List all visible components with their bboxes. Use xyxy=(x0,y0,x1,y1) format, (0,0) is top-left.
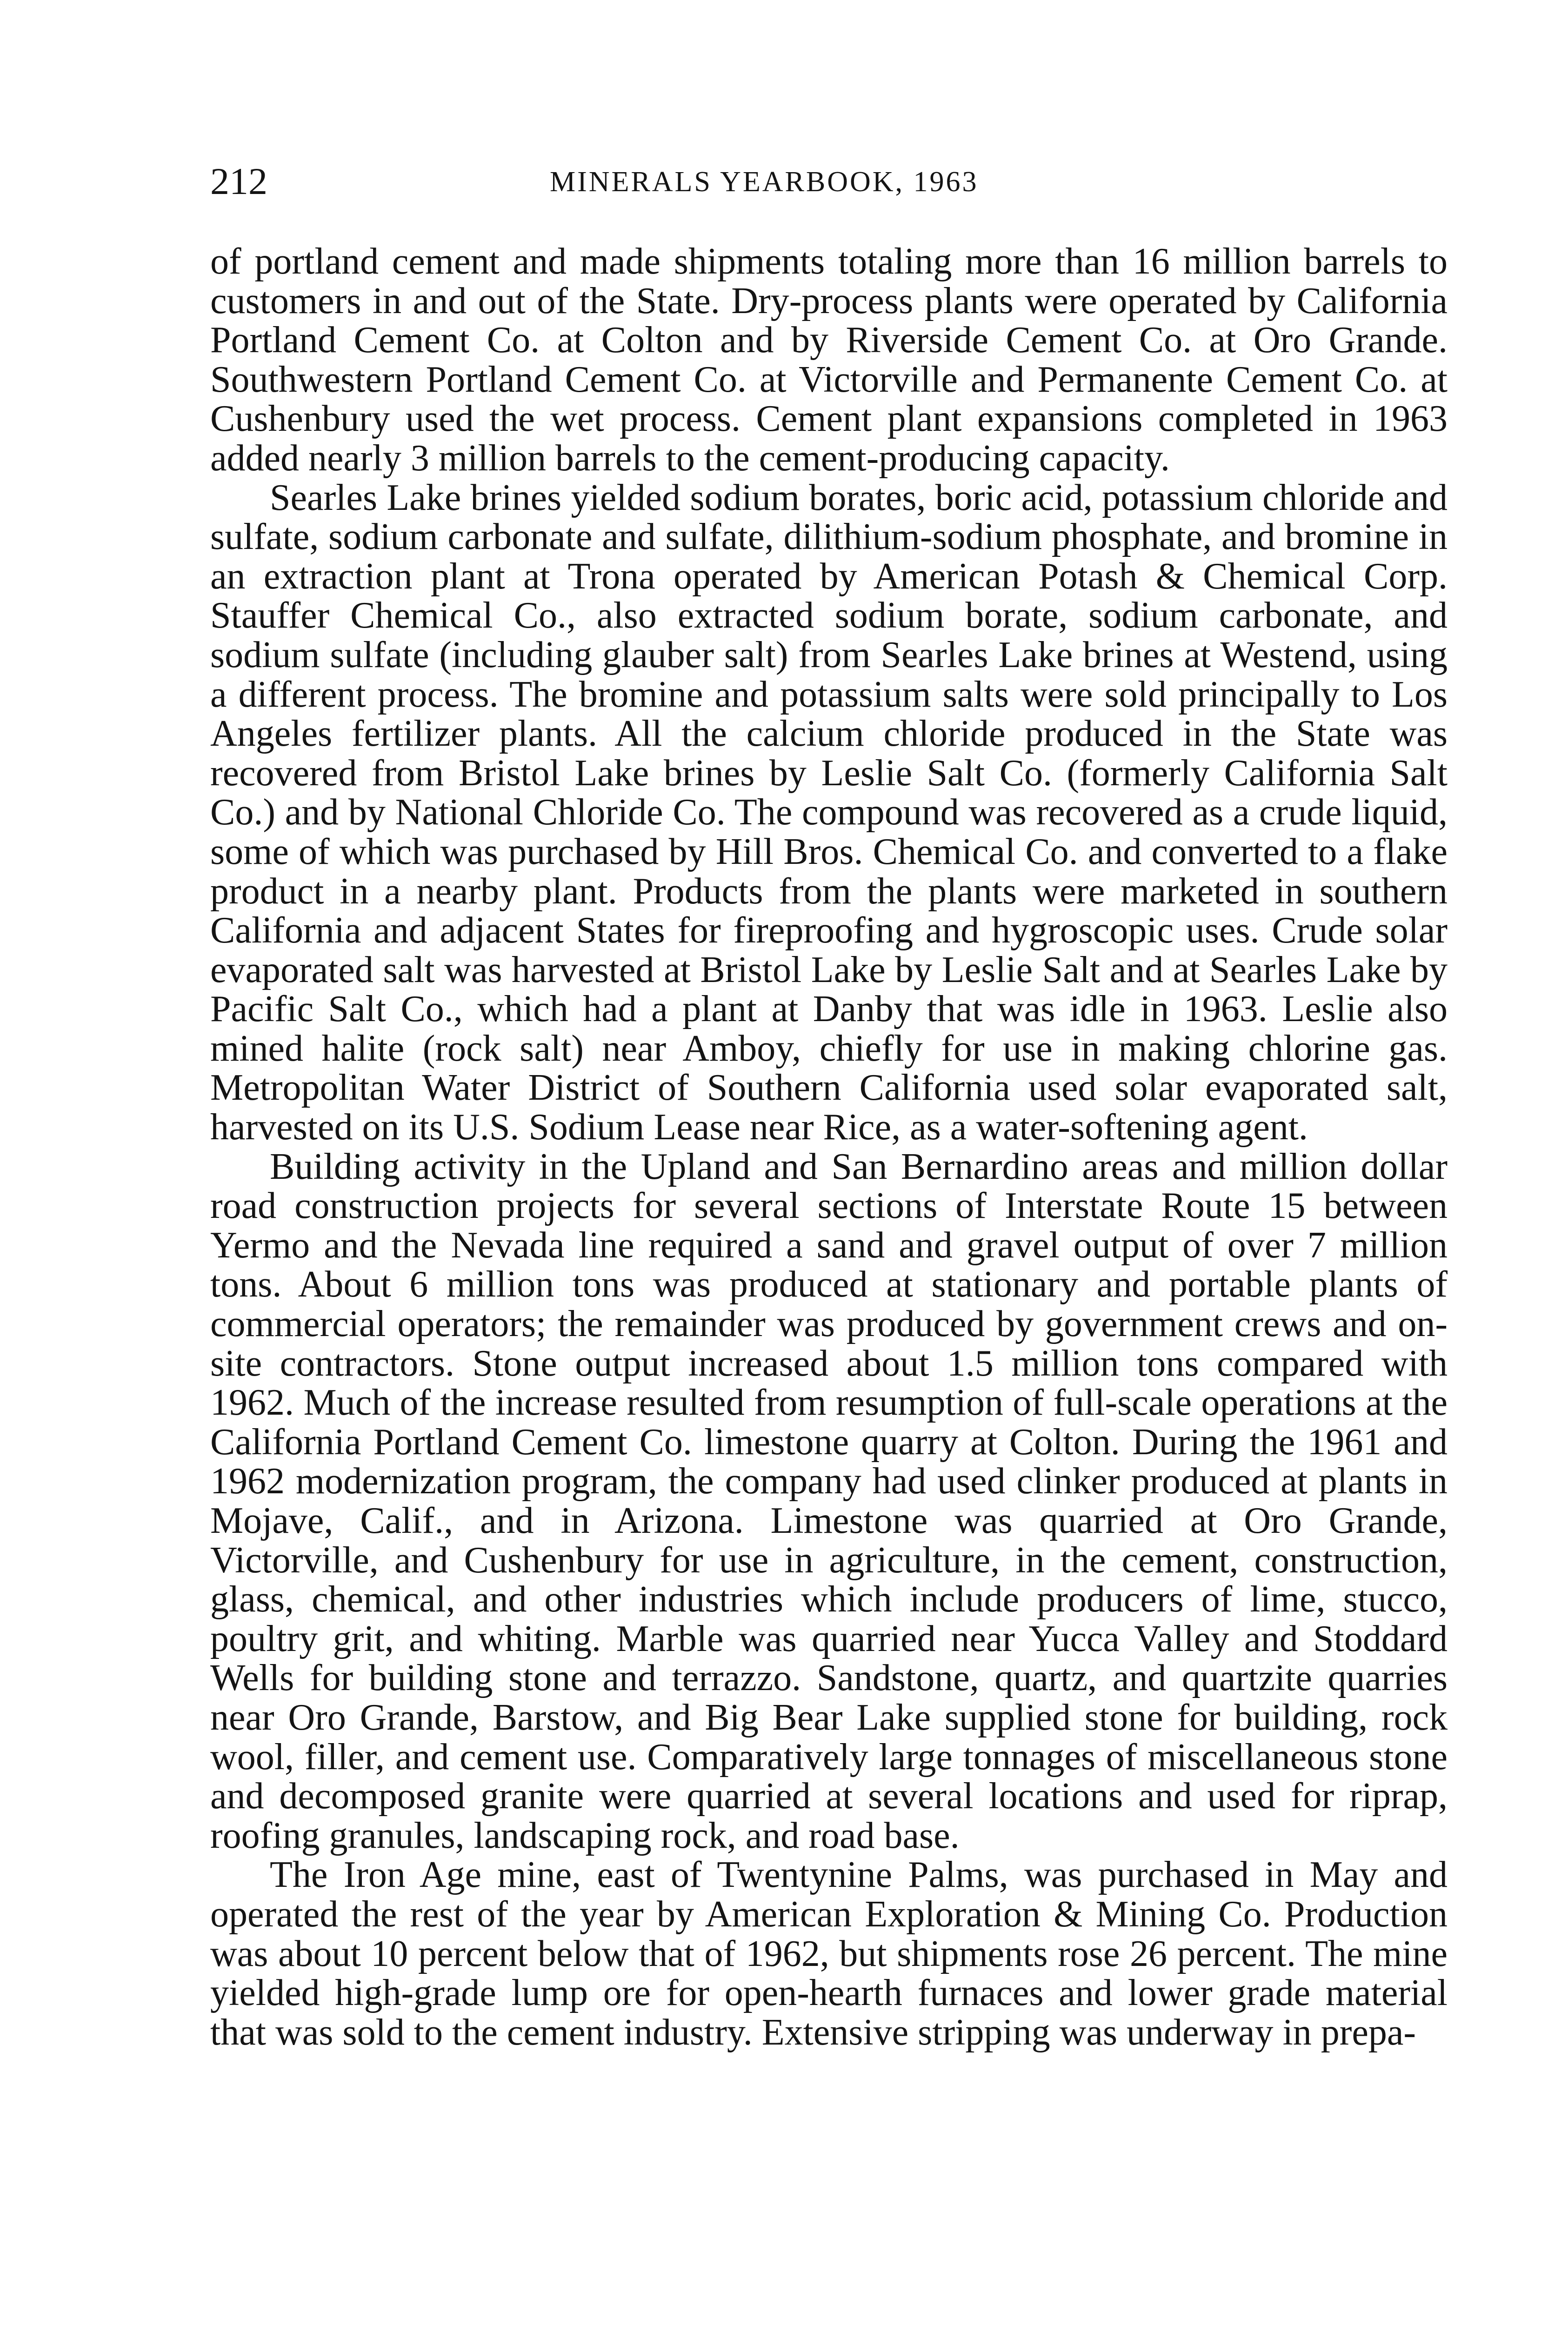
paragraph-cement-continued: of portland cement and made shipments totaling more than 16 million barrels to customers in and out of the State. Dry-process plants were operated by California Portland Cement Co. at Colton and by Riverside Cement Co. at Oro Grande. Southwestern Portland Cement Co. at Victorville and Permanente Cement Co. at Cushenbury used the wet process. Cement plant expansions completed in 1963 added nearly 3 million barrels to the cement-producing capacity. xyxy=(210,241,1448,479)
paragraph-building-activity: Building activity in the Upland and San Bernardino areas and million dollar road construction projects for several sections of Interstate Route 15 between Yermo and the Nevada line required a sand and gravel output of over 7 million tons. About 6 million tons was produced at stationary and portable plants of commercial operators; the remainder was produced by government crews and on-site contractors. Stone output increased about 1.5 million tons compared with 1962. Much of the increase resulted from resumption of full-scale operations at the California Portland Cement Co. limestone quarry at Colton. During the 1961 and 1962 modernization program, the company had used clinker produced at plants in Mojave, Calif., and in Arizona. Limestone was quarried at Oro Grande, Victorville, and Cushenbury for use in agriculture, in the cement, construction, glass, chemical, and other industries which include producers of lime, stucco, poultry grit, and whiting. Marble was quarried near Yucca Valley and Stoddard Wells for building stone and terrazzo. Sandstone, quartz, and quartzite quarries near Oro Grande, Barstow, and Big Bear Lake supplied stone for building, rock wool, filler, and cement use. Comparatively large tonnages of miscellaneous stone and decomposed granite were quarried at several locations and used for riprap, roofing granules, landscaping rock, and road base. xyxy=(210,1146,1448,1856)
body-text xyxy=(210,242,1448,2052)
running-title: MINERALS YEARBOOK, 1963 xyxy=(550,166,979,198)
paragraph-iron-age-mine: The Iron Age mine, east of Twentynine Palms, was purchased in May and operated the rest of the year by American Exploration & Mining Co. Production was about 10 percent below that of 1962, but shipments rose 26 percent. The mine yielded high-grade lump ore for open-hearth furnaces and lower grade material that was sold to the cement industry. Extensive stripping was underway in prepa- xyxy=(210,1854,1448,2053)
paragraph-searles-lake-brines: Searles Lake brines yielded sodium borates, boric acid, potassium chloride and sulfate, sodium carbonate and sulfate, dilithium-sodium phosphate, and bromine in an extraction plant at Trona operated by American Potash & Chemical Corp. Stauffer Chemical Co., also extracted sodium borate, sodium carbonate, and sodium sulfate (including glauber salt) from Searles Lake brines at Westend, using a different process. The bromine and potassium salts were sold principally to Los Angeles fertilizer plants. All the calcium chloride produced in the State was recovered from Bristol Lake brines by Leslie Salt Co. (formerly California Salt Co.) and by National Chloride Co. The compound was recovered as a crude liquid, some of which was purchased by Hill Bros. Chemical Co. and converted to a flake product in a nearby plant. Products from the plants were marketed in southern California and adjacent States for fireproofing and hygroscopic uses. Crude solar evaporated salt was harvested at Bristol Lake by Leslie Salt and at Searles Lake by Pacific Salt Co., which had a plant at Danby that was idle in 1963. Leslie also mined halite (rock salt) near Amboy, chiefly for use in making chlorine gas. Metropolitan Water District of Southern California used solar evaporated salt, harvested on its U.S. Sodium Lease near Rice, as a water-softening agent. xyxy=(210,477,1448,1148)
running-head xyxy=(210,158,1448,205)
page-number: 212 xyxy=(210,160,267,202)
